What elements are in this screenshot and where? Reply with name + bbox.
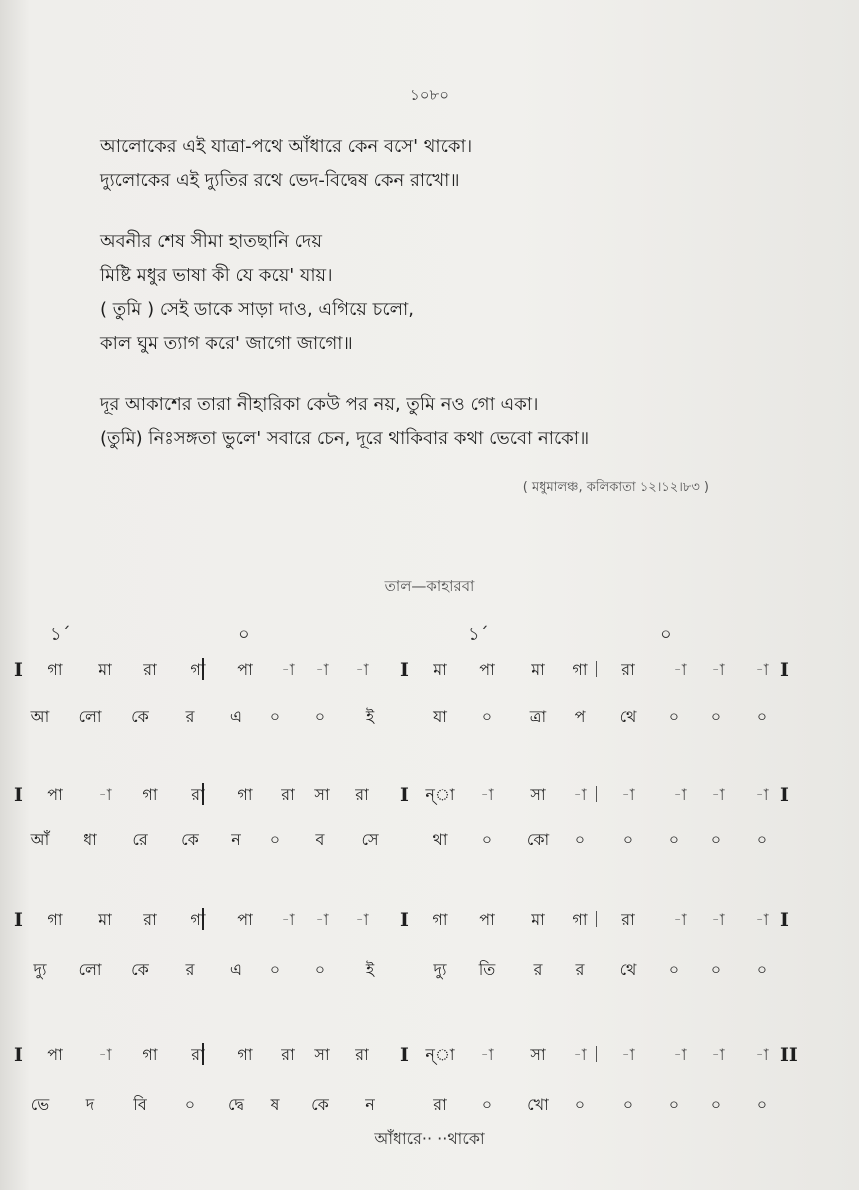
swara-note: -া xyxy=(673,785,687,804)
verse-line: দূর আকাশের তারা নীহারিকা কেউ পর নয়, তুমি নও গো একা। xyxy=(100,394,539,415)
beat-mark: ১´ xyxy=(468,624,489,645)
lyric-syllable: র xyxy=(185,960,195,979)
bar-line-close: II xyxy=(780,1044,798,1066)
lyric-syllable: লো xyxy=(78,707,102,726)
lyric-syllable: ব xyxy=(315,830,325,849)
swara-note: গা xyxy=(237,785,253,804)
swara-note: রা xyxy=(143,660,157,679)
lyric-syllable: ০ xyxy=(756,960,768,979)
lyric-syllable: কো xyxy=(526,830,550,849)
swara-note: রা xyxy=(621,660,635,679)
bar-line-mid: I xyxy=(400,659,409,681)
lyric-syllable: ০ xyxy=(710,830,722,849)
lyric-syllable: ০ xyxy=(756,707,768,726)
swara-note: সা xyxy=(530,785,546,804)
swara-note: -া xyxy=(621,1045,635,1064)
swara-note: রা xyxy=(281,785,295,804)
verse-line: (তুমি) নিঃসঙ্গতা ভুলে' সবারে চেন, দূরে থাকিবার কথা ভেবো নাকো॥ xyxy=(100,428,590,449)
swara-note: -া xyxy=(621,785,635,804)
swara-row xyxy=(0,780,859,810)
swara-note: -া xyxy=(98,1045,112,1064)
swara-note: মা xyxy=(531,660,545,679)
swara-note: মা xyxy=(98,660,112,679)
lyric-syllable: এ xyxy=(229,960,243,979)
lyric-syllable: খো xyxy=(527,1095,549,1114)
attribution: ( মধুমালঞ্চ, কলিকাতা ১২।১২।৮৩ ) xyxy=(522,480,709,495)
page-number: ১০৮০ xyxy=(410,86,449,104)
verse-line: কাল ঘুম ত্যাগ করে' জাগো জাগো॥ xyxy=(100,333,353,354)
lyric-syllable: ০ xyxy=(269,960,281,979)
swara-note: সা xyxy=(530,1045,546,1064)
swara-note: -া xyxy=(711,785,725,804)
swara-note: -া xyxy=(281,910,295,929)
lyric-syllable: ০ xyxy=(269,707,281,726)
verse-line: মিষ্টি মধুর ভাষা কী যে কয়ে' যায়। xyxy=(100,265,333,286)
lyric-syllable: ০ xyxy=(574,1095,586,1114)
lyric-syllable: ০ xyxy=(756,1095,768,1114)
verse-line: আলোকের এই যাত্রা-পথে আঁধারে কেন বসে' থাকো। xyxy=(100,136,473,157)
verse-line: ( তুমি ) সেই ডাকে সাড়া দাও, এগিয়ে চলো, xyxy=(100,299,414,320)
swara-note: -া xyxy=(755,1045,769,1064)
swara-note: মা xyxy=(531,910,545,929)
lyric-syllable: ০ xyxy=(622,1095,634,1114)
swara-note: -া xyxy=(673,1045,687,1064)
swara-note: -া xyxy=(480,1045,494,1064)
lyric-syllable: ০ xyxy=(314,960,326,979)
lyric-syllable: দ্যু xyxy=(433,960,447,979)
swara-note: গা xyxy=(47,660,63,679)
stanza-1 xyxy=(100,130,800,198)
swara-note: -া xyxy=(755,660,769,679)
beat-mark: ০ xyxy=(660,624,672,645)
lyric-syllable: কে xyxy=(311,1095,329,1114)
swara-note: পা xyxy=(479,910,495,929)
swara-note: পা xyxy=(47,1045,63,1064)
lyric-syllable: ই xyxy=(365,960,375,979)
bar-line-close: I xyxy=(780,784,789,806)
beat-mark: ১´ xyxy=(50,624,71,645)
verse-line: দ্যুলোকের এই দ্যুতির রথে ভেদ-বিদ্বেষ কেন রাখো॥ xyxy=(100,170,460,191)
lyric-row xyxy=(0,702,859,732)
lyric-syllable: দ xyxy=(85,1095,95,1114)
swara-note: -া xyxy=(673,910,687,929)
lyric-syllable: কে xyxy=(131,707,149,726)
swara-note: পা xyxy=(479,660,495,679)
swara-note: -া xyxy=(711,1045,725,1064)
swara-note: গা xyxy=(190,660,206,679)
tala-heading: তাল—কাহারবা xyxy=(384,577,475,595)
bar-line-open: I xyxy=(14,784,23,806)
lyric-syllable: যা xyxy=(433,707,447,726)
lyric-syllable: আ xyxy=(30,707,50,726)
bar-line-open: I xyxy=(14,909,23,931)
lyric-syllable: ০ xyxy=(756,830,768,849)
lyric-row xyxy=(0,1090,859,1120)
lyric-syllable: বি xyxy=(133,1095,147,1114)
lyric-syllable: এ xyxy=(229,707,243,726)
lyric-syllable: ০ xyxy=(668,830,680,849)
swara-note: গা xyxy=(572,910,588,929)
lyric-syllable: ০ xyxy=(269,830,281,849)
swara-note: -া xyxy=(355,910,369,929)
lyric-syllable: ০ xyxy=(622,830,634,849)
swara-note: গা xyxy=(190,910,206,929)
swara-note: -া xyxy=(281,660,295,679)
swara-note: সা xyxy=(314,1045,330,1064)
lyric-syllable: ধা xyxy=(83,830,97,849)
swara-note: -া xyxy=(98,785,112,804)
lyric-syllable: ০ xyxy=(668,960,680,979)
lyric-syllable: ০ xyxy=(574,830,586,849)
lyric-syllable: থে xyxy=(619,707,637,726)
swara-note: রা xyxy=(191,785,205,804)
stanza-3 xyxy=(100,388,800,456)
verse-line: অবনীর শেষ সীমা হাতছানি দেয় xyxy=(100,231,322,252)
lyric-syllable: কে xyxy=(131,960,149,979)
swara-note: পা xyxy=(237,660,253,679)
swara-note: রা xyxy=(355,785,369,804)
footer-reference: আঁধারে·· ··থাকো xyxy=(374,1129,485,1148)
bar-line-close: I xyxy=(780,909,789,931)
bar-line-mid: I xyxy=(400,784,409,806)
lyric-syllable: ভে xyxy=(30,1095,50,1114)
beat-mark: ০ xyxy=(238,624,250,645)
swara-note: ন্া xyxy=(425,1045,455,1064)
lyric-syllable: ০ xyxy=(668,1095,680,1114)
lyric-syllable: প xyxy=(574,707,586,726)
swara-note: রা xyxy=(143,910,157,929)
lyric-syllable: দ্যু xyxy=(33,960,47,979)
lyric-syllable: কে xyxy=(181,830,199,849)
lyric-syllable: র xyxy=(575,960,585,979)
lyric-syllable: দ্বে xyxy=(227,1095,244,1114)
lyric-syllable: ০ xyxy=(710,960,722,979)
swara-note: গা xyxy=(237,1045,253,1064)
swara-note: -া xyxy=(355,660,369,679)
lyric-syllable: ই xyxy=(365,707,375,726)
swara-note: রা xyxy=(281,1045,295,1064)
swara-note: ন্া xyxy=(425,785,455,804)
lyric-syllable: ন xyxy=(365,1095,375,1114)
swara-note: গা xyxy=(572,660,588,679)
bar-line-open: I xyxy=(14,659,23,681)
lyric-row xyxy=(0,955,859,985)
swara-note: পা xyxy=(237,910,253,929)
lyric-syllable: সে xyxy=(361,830,379,849)
swara-note: পা xyxy=(47,785,63,804)
swara-note: -া xyxy=(711,660,725,679)
lyric-syllable: র xyxy=(185,707,195,726)
swara-row xyxy=(0,905,859,935)
swara-note: রা xyxy=(621,910,635,929)
lyric-syllable: রে xyxy=(132,830,148,849)
lyric-syllable: ০ xyxy=(710,1095,722,1114)
swara-note: -া xyxy=(755,785,769,804)
lyric-syllable: আঁ xyxy=(30,830,50,849)
swara-row xyxy=(0,1040,859,1070)
lyric-syllable: রা xyxy=(433,1095,447,1114)
lyric-syllable: ষ xyxy=(270,1095,280,1114)
swara-note: -া xyxy=(573,785,587,804)
lyric-syllable: থা xyxy=(432,830,448,849)
lyric-syllable: লো xyxy=(78,960,102,979)
swara-note: -া xyxy=(711,910,725,929)
lyric-syllable: ন xyxy=(231,830,241,849)
bar-line-close: I xyxy=(780,659,789,681)
lyric-syllable: র xyxy=(533,960,543,979)
swara-note: রা xyxy=(191,1045,205,1064)
lyric-syllable: ০ xyxy=(710,707,722,726)
lyric-syllable: ০ xyxy=(481,707,493,726)
swara-note: -া xyxy=(755,910,769,929)
swara-note: -া xyxy=(573,1045,587,1064)
lyric-row xyxy=(0,825,859,855)
lyric-syllable: তি xyxy=(478,960,496,979)
lyric-syllable: ত্রা xyxy=(529,707,547,726)
swara-note: গা xyxy=(47,910,63,929)
swara-note: -া xyxy=(480,785,494,804)
lyric-syllable: ০ xyxy=(668,707,680,726)
lyric-syllable: ০ xyxy=(481,830,493,849)
swara-note: গা xyxy=(142,1045,158,1064)
swara-note: মা xyxy=(433,660,447,679)
bar-line-mid: I xyxy=(400,909,409,931)
lyric-syllable: থে xyxy=(619,960,637,979)
swara-note: মা xyxy=(98,910,112,929)
swara-note: গা xyxy=(432,910,448,929)
lyric-syllable: ০ xyxy=(481,1095,493,1114)
swara-row xyxy=(0,655,859,685)
swara-note: সা xyxy=(314,785,330,804)
swara-note: রা xyxy=(355,1045,369,1064)
swara-note: -া xyxy=(315,910,329,929)
bar-line-open: I xyxy=(14,1044,23,1066)
bar-line-mid: I xyxy=(400,1044,409,1066)
lyric-syllable: ০ xyxy=(184,1095,196,1114)
stanza-2 xyxy=(100,225,800,361)
swara-note: -া xyxy=(315,660,329,679)
lyric-syllable: ০ xyxy=(314,707,326,726)
swara-note: গা xyxy=(142,785,158,804)
swara-note: -া xyxy=(673,660,687,679)
